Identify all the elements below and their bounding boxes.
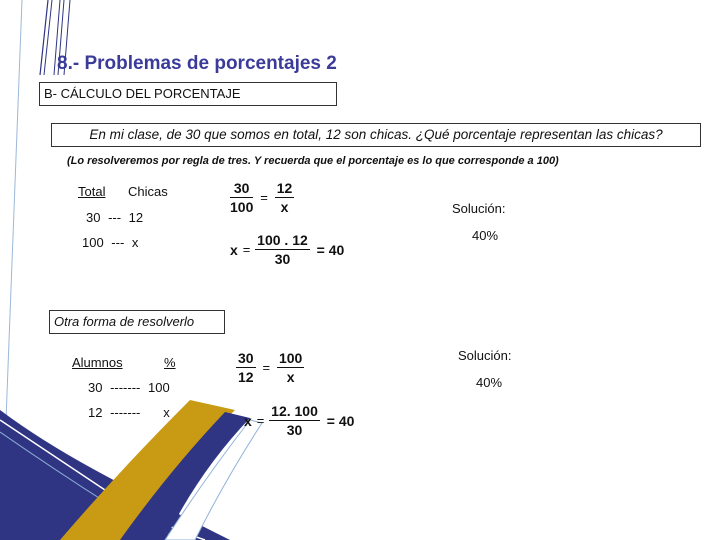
equals-sign: = [242, 242, 251, 257]
column-chicas: Chicas [128, 184, 168, 199]
rule-row-3: 30 ------- 100 [88, 380, 170, 395]
solution-value-1: 40% [472, 228, 499, 243]
page-title: 8.- Problemas de porcentajes 2 [57, 53, 337, 74]
fraction-numerator: 100 [278, 350, 303, 366]
fraction-numerator: 12. 100 [271, 403, 318, 419]
column-total: Total [78, 184, 106, 199]
fraction-denominator: 30 [286, 422, 303, 438]
fraction-numerator: 12 [276, 180, 293, 196]
result-value: = 40 [326, 412, 355, 429]
fraction-numerator: 30 [230, 180, 253, 198]
fraction-numerator: 30 [238, 350, 254, 366]
rule-row-2: 100 --- x [82, 235, 139, 250]
hint-text: (Lo resolveremos por regla de tres. Y recuerda que el porcentaje es lo que corresponde a 100) [67, 155, 559, 167]
fraction-denominator: x [280, 199, 289, 215]
rule-row-4: 12 ------- x [88, 405, 170, 420]
alternative-heading: Otra forma de resolverlo [49, 310, 225, 334]
fraction-numerator: 100 . 12 [257, 232, 308, 248]
x-variable: x [230, 241, 238, 258]
section-heading: B- CÁLCULO DEL PORCENTAJE [39, 82, 337, 106]
solve-x-1 [230, 232, 347, 267]
fraction-denominator: x [286, 369, 295, 385]
solve-x-2 [244, 403, 357, 438]
fraction-denominator: 100 [230, 199, 254, 215]
solution-value-2: 40% [476, 375, 503, 390]
fraction-denominator: 12 [238, 369, 254, 385]
solution-label-1: Solución: [452, 201, 506, 216]
column-alumnos: Alumnos [72, 355, 123, 370]
problem-statement: En mi clase, de 30 que somos en total, 12 son chicas. ¿Qué porcentaje representan las chicas? [51, 123, 701, 147]
equals-sign: = [262, 360, 271, 375]
result-value: = 40 [316, 241, 345, 258]
fraction-denominator: 30 [274, 251, 291, 267]
equals-sign: = [256, 413, 265, 428]
proportion-1 [230, 180, 294, 215]
equals-sign: = [260, 190, 268, 205]
proportion-2 [236, 350, 304, 385]
x-variable: x [244, 412, 252, 429]
rule-row-1: 30 --- 12 [86, 210, 144, 225]
solution-label-2: Solución: [458, 348, 512, 363]
column-percent: % [164, 355, 176, 370]
